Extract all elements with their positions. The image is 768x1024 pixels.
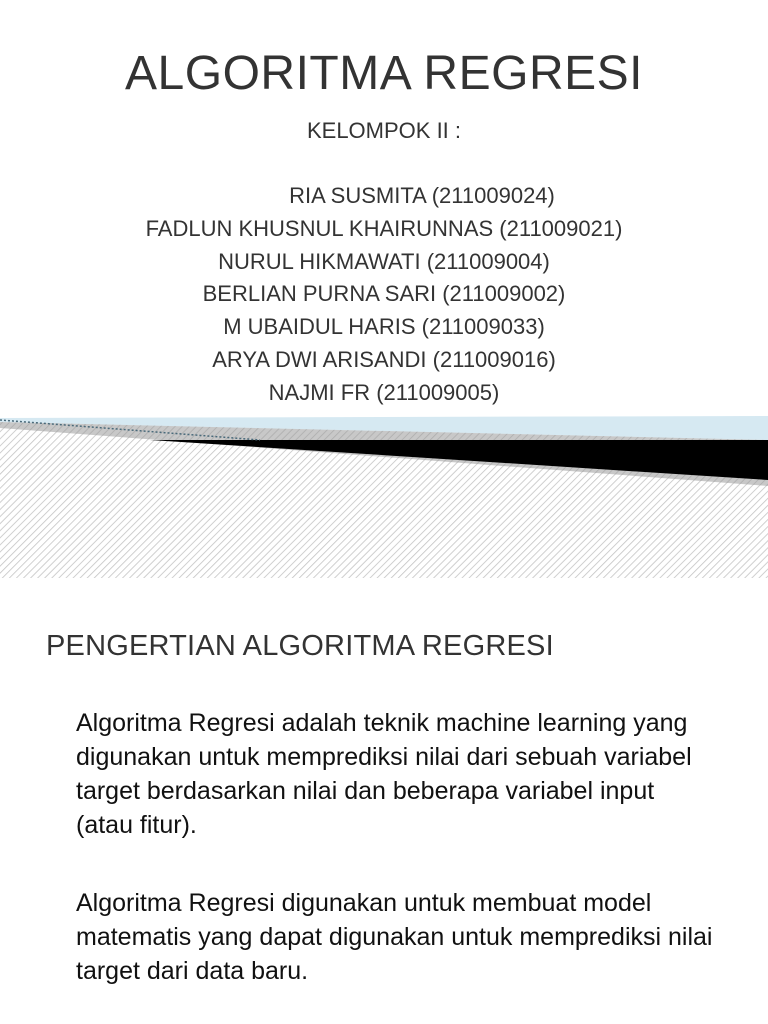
member-list: [0, 180, 768, 410]
section-heading: PENGERTIAN ALGORITMA REGRESI: [46, 630, 554, 662]
member-item: ARYA DWI ARISANDI (211009016): [212, 346, 556, 372]
member-item: RIA SUSMITA (211009024): [289, 183, 555, 208]
paragraph-usage: Algoritma Regresi digunakan untuk membuat model matematis yang dapat digunakan untuk memprediksi nilai target dari data baru.: [76, 889, 713, 985]
group-label: KELOMPOK II :: [306, 118, 462, 143]
decorative-banner: [0, 410, 768, 578]
slide-title: ALGORITMA REGRESI: [125, 47, 643, 100]
definition-slide: [0, 578, 768, 1024]
member-item: M UBAIDUL HARIS (211009033): [223, 314, 545, 340]
member-item: NURUL HIKMAWATI (211009004): [218, 248, 550, 274]
member-item: FADLUN KHUSNUL KHAIRUNNAS (211009021): [145, 215, 623, 241]
paragraph-definition: Algoritma Regresi adalah teknik machine learning yang digunakan untuk memprediksi nilai dari sebuah variabel target berdasarkan nilai dan beberapa variabel input (atau fitur).: [76, 709, 692, 839]
member-item: NAJMI FR (211009005): [268, 379, 500, 405]
member-item: BERLIAN PURNA SARI (211009002): [202, 281, 566, 307]
